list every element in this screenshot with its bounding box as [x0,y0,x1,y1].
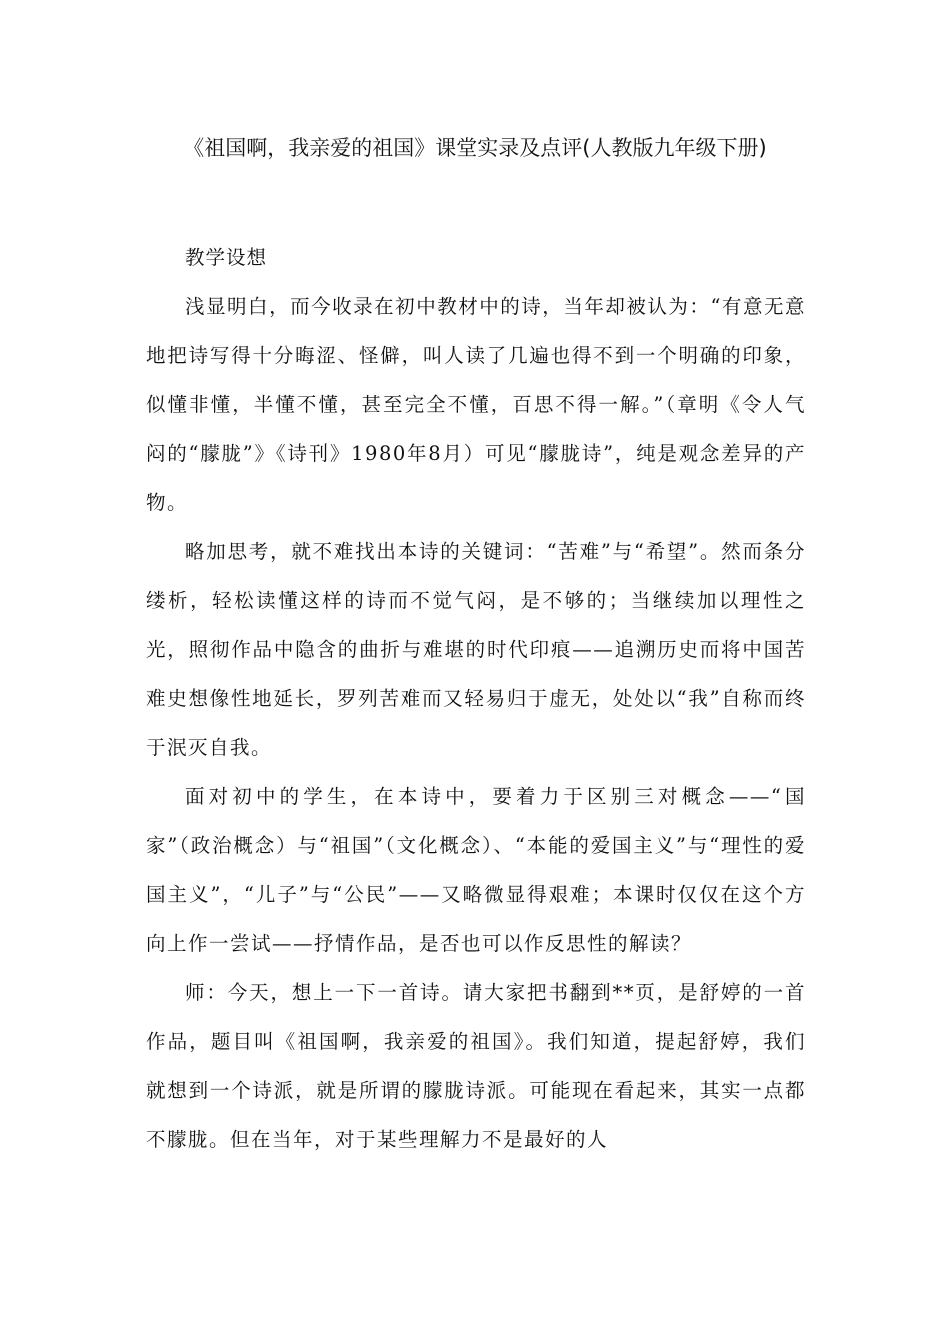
document-body [146,233,806,1164]
paragraph-teacher-intro: 师：今天，想上一下一首诗。请大家把书翻到**页，是舒婷的一首作品，题目叫《祖国啊，我亲爱的祖国》。我们知道，提起舒婷，我们就想到一个诗派，就是所谓的朦胧诗派。可能现在看起来，其实一点都不朦胧。但在当年，对于某些理解力不是最好的人 [146,981,806,1151]
paragraph-keywords: 略加思考，就不难找出本诗的关键词：“苦难”与“希望”。然而条分缕析，轻松读懂这样的诗而不觉气闷，是不够的；当继续加以理性之光，照彻作品中隐含的曲折与难堪的时代印痕——追溯历史而将中国苦难史想像性地延长，罗列苦难而又轻易归于虚无，处处以“我”自称而终于泯灭自我。 [146,540,806,759]
paragraph-misty-poetry-background: 浅显明白，而今收录在初中教材中的诗，当年却被认为：“有意无意地把诗写得十分晦涩、怪僻，叫人读了几遍也得不到一个明确的印象，似懂非懂，半懂不懂，甚至完全不懂，百思不得一解。”（章明《令人气闷的“朦胧”》《诗刊》1980年8月）可见“朦胧诗”，纯是观念差异的产物。 [146,295,806,514]
document-title: 《祖国啊，我亲爱的祖国》课堂实录及点评(人教版九年级下册) [183,136,767,160]
section-heading-teaching-plan: 教学设想 [185,246,268,269]
paragraph-teaching-focus: 面对初中的学生，在本诗中，要着力于区别三对概念——“国家”（政治概念）与“祖国”（文化概念）、“本能的爱国主义”与“理性的爱国主义”，“儿子”与“公民”——又略微显得艰难；本课时仅仅在这个方向上作一尝试——抒情作品，是否也可以作反思性的解读？ [146,785,806,955]
